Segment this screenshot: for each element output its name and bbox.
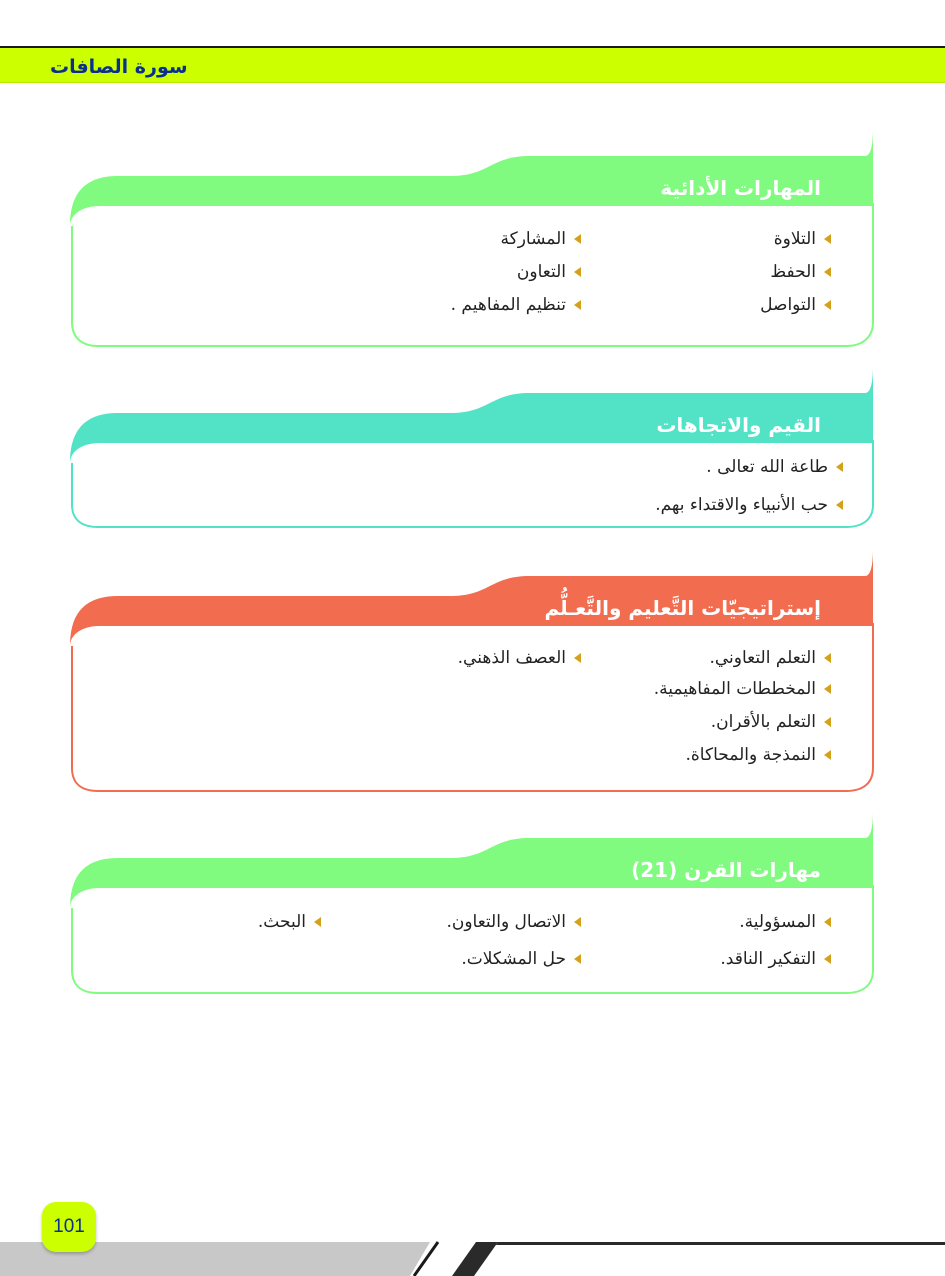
bullet-icon	[574, 917, 581, 927]
section-title: المهارات الأدائية	[660, 176, 821, 200]
list-item: التواصل	[760, 295, 831, 315]
section-performance-skills	[70, 128, 873, 348]
bullet-icon	[824, 717, 831, 727]
bullet-icon	[574, 954, 581, 964]
list-item: الحفظ	[770, 262, 831, 282]
bullet-icon	[824, 684, 831, 694]
bullet-icon	[824, 267, 831, 277]
list-item: حل المشكلات.	[461, 949, 581, 969]
bullet-icon	[836, 462, 843, 472]
section-title: مهارات القرن (21)	[631, 858, 821, 882]
bullet-icon	[824, 653, 831, 663]
list-item: العصف الذهني.	[458, 648, 581, 668]
bullet-icon	[824, 750, 831, 760]
surah-title: سورة الصافات	[50, 56, 188, 78]
list-item: التعلم بالأقران.	[711, 712, 831, 732]
list-item: التعلم التعاوني.	[709, 648, 831, 668]
section-values-attitudes	[70, 365, 873, 530]
bullet-icon	[314, 917, 321, 927]
list-item: البحث.	[258, 912, 321, 932]
list-item: تنظيم المفاهيم .	[451, 295, 581, 315]
list-item: حب الأنبياء والاقتداء بهم.	[655, 495, 843, 515]
bullet-icon	[836, 500, 843, 510]
bullet-icon	[574, 234, 581, 244]
footer-decoration	[0, 1238, 945, 1276]
page-number: 101	[42, 1202, 96, 1252]
section-frame	[70, 128, 873, 348]
bullet-icon	[824, 954, 831, 964]
bullet-icon	[824, 234, 831, 244]
bullet-icon	[574, 267, 581, 277]
section-teaching-strategies	[70, 548, 873, 794]
section-title: القيم والاتجاهات	[656, 413, 821, 437]
bullet-icon	[824, 917, 831, 927]
list-item: التلاوة	[774, 229, 831, 249]
list-item: النمذجة والمحاكاة.	[686, 745, 832, 765]
list-item: المسؤولية.	[739, 912, 831, 932]
list-item: المخططات المفاهيمية.	[654, 679, 831, 699]
section-title: إستراتيجيّات التَّعليم والتَّعـلُّم	[544, 596, 821, 620]
list-item: الاتصال والتعاون.	[446, 912, 581, 932]
bullet-icon	[574, 653, 581, 663]
list-item: المشاركة	[501, 229, 582, 249]
bullet-icon	[574, 300, 581, 310]
list-item: طاعة الله تعالى .	[706, 457, 843, 477]
section-21st-century-skills	[70, 810, 873, 996]
list-item: التفكير الناقد.	[720, 949, 831, 969]
bullet-icon	[824, 300, 831, 310]
list-item: التعاون	[517, 262, 581, 282]
